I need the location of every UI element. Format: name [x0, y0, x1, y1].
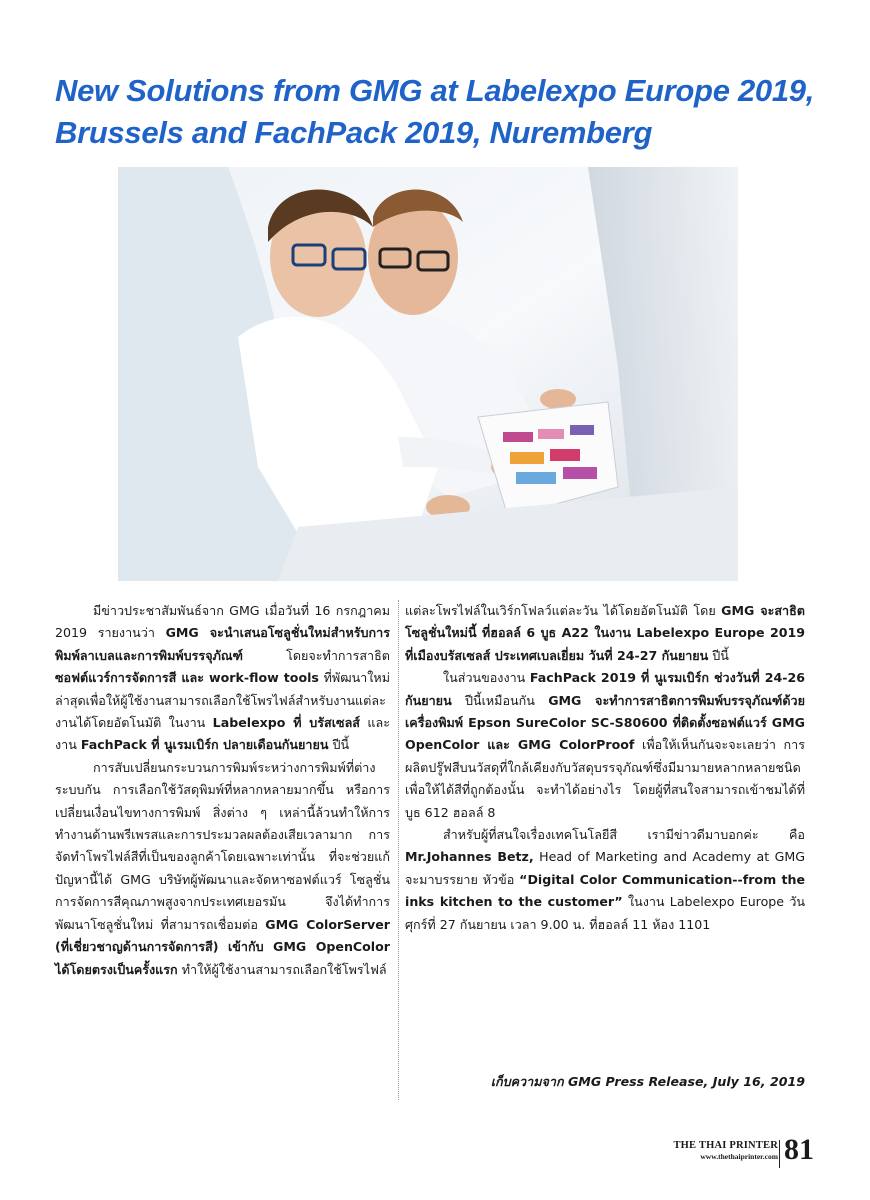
- publication-name: THE THAI PRINTER: [673, 1140, 778, 1151]
- title-line-1: New Solutions from GMG at Labelexpo Europe 2019,: [55, 73, 815, 108]
- footer-separator: [779, 1140, 780, 1168]
- text-run: การสับเปลี่ยนกระบวนการพิมพ์ระหว่างการพิมพ์ที่ต่างระบบกัน การเลือกใช้วัสดุพิมพ์ที่หลากหลายมากขึ้น หรือการเปลี่ยนเงื่อนไขทางการพิมพ์ สิ่งต่าง ๆ เหล่านี้ล้วนทำให้การทำงานด้านพรีเพรสและการประมวลผลต้องเสียเวลามาก การจัดทำโพรไฟล์สีที่เป็นของลูกค้าโดยเฉพาะเท่านั้น ที่จะช่วยแก้ปัญหานี้ได้ GMG บริษัทผู้พัฒนาและจัดหาซอฟต์แวร์ โซลูชั่น การจัดการสีคุณภาพสูงจากประเทศเยอรมัน จึงได้ทำการพัฒนาโซลูชั่นใหม่ ที่สามารถเชื่อมต่อ: [55, 759, 390, 932]
- paragraph: [405, 667, 805, 824]
- title-line-2: Brussels and FachPack 2019, Nuremberg: [55, 115, 653, 150]
- text-run: ปีนี้เหมือนกัน: [451, 692, 549, 708]
- text-run: ทำให้ผู้ใช้งานสามารถเลือกใช้โพรไฟล์: [177, 961, 387, 977]
- paragraph: [405, 824, 805, 936]
- photo-illustration: [118, 167, 738, 581]
- bold-text: FachPack ที่ นูเรมเบิร์ก ปลายเดือนกันยายน: [80, 737, 329, 753]
- text-run: ในส่วนของงาน: [443, 670, 530, 686]
- text-run: เพื่อให้เห็นกันจะจะเลยว่า การผลิตปรู๊ฟสีบนวัสดุที่ใกล้เคียงกับวัสดุบรรจุภัณฑ์ซึ่งมีมามายหลากหลายชนิด เพื่อให้ได้สีที่ถูกต้องนั้น จะทำได้อย่างไร โดยผู้ที่สนใจสามารถเข้าชมได้ที่ บูธ 612 ฮอลล์ 8: [405, 737, 805, 820]
- paragraph: [55, 600, 390, 757]
- column-divider: [398, 600, 399, 1100]
- text-run: ในงาน Labelexpo Europe วันศุกร์ที่ 27 กันยายน เวลา 9.00 น. ที่ฮอลล์ 11 ห้อง 1101: [405, 894, 805, 932]
- article-title: [55, 70, 835, 154]
- text-run: ที่พัฒนาใหม่ล่าสุดเพื่อให้ผู้ใช้งานสามารถเลือกใช้โพรไฟล์สำหรับงานแต่ละงานได้โดยอัตโนมัติ ในงาน: [55, 670, 390, 731]
- text-run: มีข่าวประชาสัมพันธ์จาก GMG เมื่อวันที่ 16 กรกฎาคม 2019 รายงานว่า: [55, 603, 390, 641]
- paragraph: [55, 757, 390, 981]
- bold-text: FachPack 2019 ที่ นูเรมเบิร์ก ช่วงวันที่ 24-26 กันยายน: [405, 670, 806, 708]
- bold-text: GMG จะทำการสาธิตการพิมพ์บรรจุภัณฑ์ด้วยเครื่องพิมพ์ Epson SureColor SC-S80600 ที่ติดตั้งซอฟต์แวร์ GMG OpenColor และ GMG ColorProof: [405, 692, 805, 753]
- right-column: [405, 600, 805, 936]
- page-number: 81: [784, 1133, 814, 1166]
- bold-text: ซอฟต์แวร์การจัดการสี และ work-flow tools: [55, 670, 319, 686]
- bold-text: GMG จะสาธิตโซลูชั่นใหม่นี้ ที่ฮอลล์ 6 บูธ A22 ในงาน Labelexpo Europe 2019 ที่เมืองบรัสเซลส์ ประเทศเบลเยี่ยม วันที่ 24-27 กันยายน: [405, 603, 805, 663]
- paragraph: [405, 600, 805, 667]
- bold-text: “Digital Color Communication--from the inks kitchen to the customer”: [405, 871, 805, 910]
- source-credit: เก็บความจาก GMG Press Release, July 16, 2019: [490, 1074, 805, 1089]
- text-run: และงาน: [55, 715, 390, 753]
- publication-url: www.thethaiprinter.com: [700, 1152, 778, 1161]
- publication-footer: [670, 1140, 778, 1161]
- article-photo: [118, 167, 738, 581]
- text-run: สำหรับผู้ที่สนใจเรื่องเทคโนโลยีสี เรามีข่าวดีมาบอกค่ะ คือ: [443, 827, 805, 843]
- text-run: ปีนี้: [328, 737, 350, 753]
- text-run: แต่ละโพรไฟล์ในเวิร์กโฟลว์แต่ละวัน ได้โดยอัตโนมัติ โดย: [405, 603, 722, 618]
- bold-text: GMG ColorServer (ที่เชี่ยวชาญด้านการจัดการสี) เข้ากับ GMG OpenColor ได้โดยตรงเป็นครั้งแรก: [55, 916, 391, 977]
- bold-text: Mr.Johannes Betz,: [405, 849, 534, 865]
- text-run: ปีนี้: [708, 647, 729, 663]
- left-column: [55, 600, 390, 981]
- bold-text: Labelexpo ที่ บรัสเซลส์: [212, 715, 360, 731]
- bold-text: GMG จะนำเสนอโซลูชั่นใหม่สำหรับการพิมพ์ลาเบลและการพิมพ์บรรจุภัณฑ์: [55, 625, 391, 663]
- text-run: Head of Marketing and Academy at GMG จะมาบรรยาย หัวข้อ: [405, 849, 805, 887]
- text-run: โดยจะทำการสาธิต: [243, 647, 390, 663]
